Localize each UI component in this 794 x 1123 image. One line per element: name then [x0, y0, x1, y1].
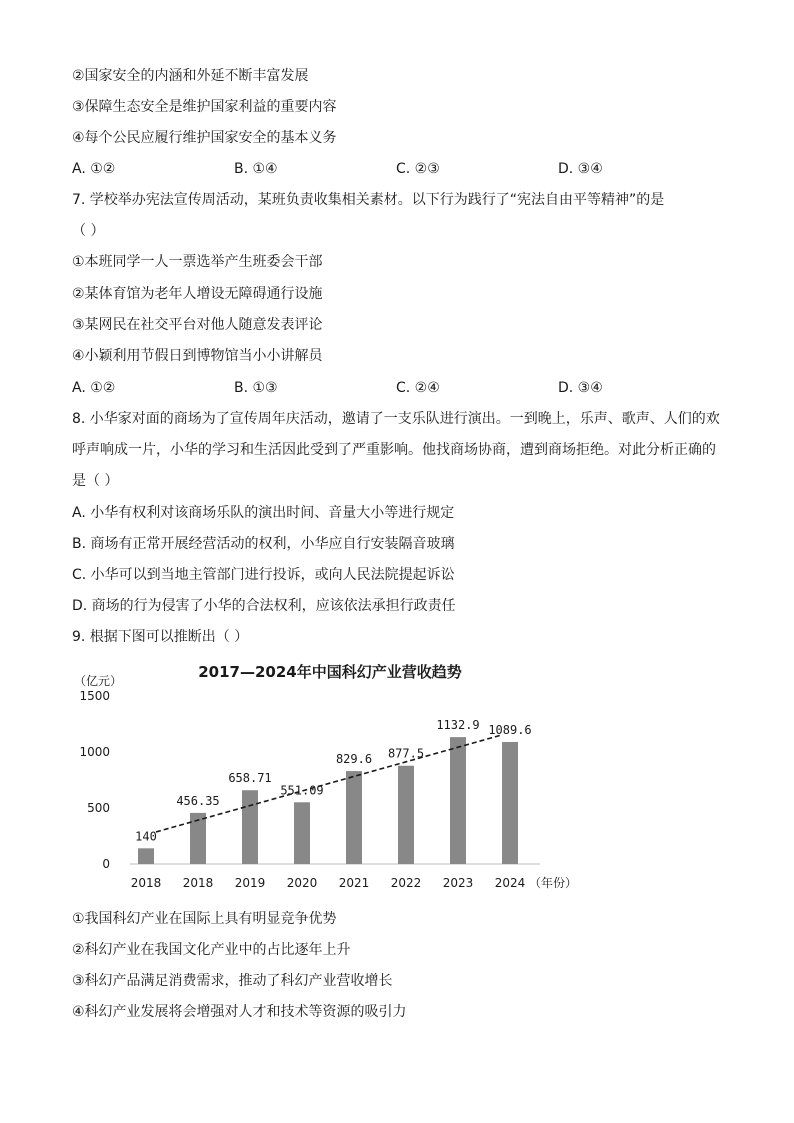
x-tick-label: 2018: [130, 876, 162, 890]
x-axis-labels: [131, 876, 526, 890]
q8-stem-line-3: 是（ ）: [72, 473, 119, 489]
x-tick-label: 2024: [494, 876, 526, 890]
bar: [294, 802, 310, 864]
y-tick-label: 0: [102, 857, 110, 871]
x-tick-label: 2021: [338, 876, 370, 890]
q7-item-2: ②某体育馆为老年人增设无障碍通行设施: [72, 286, 323, 302]
data-label: 877.5: [387, 746, 425, 761]
q7-stem: 7. 学校举办宪法宣传周活动，某班负责收集相关素材。以下行为践行了“宪法自由平等精神”的是: [72, 192, 665, 208]
q6-options: [72, 159, 732, 179]
x-tick-label: 2023: [442, 876, 474, 890]
q9-stem: 9. 根据下图可以推断出（ ）: [72, 629, 249, 645]
q7-option-b: B. ①③: [234, 380, 278, 396]
trend-line: [156, 735, 500, 831]
data-label: 140: [135, 829, 157, 844]
q6-option-b: B. ①④: [234, 161, 278, 177]
bar: [398, 766, 414, 864]
y-tick-label: 1500: [79, 689, 110, 703]
q7-options: [72, 378, 732, 398]
q7-option-a: A. ①②: [72, 380, 116, 396]
data-label: 829.6: [335, 752, 373, 767]
revenue-chart-svg: [72, 655, 592, 895]
q6-option-a: A. ①②: [72, 161, 116, 177]
y-axis-ticks: [79, 689, 110, 871]
x-axis-unit: （年份）: [529, 876, 578, 890]
q6-option-d: D. ③④: [558, 161, 603, 177]
q8-option-d: D. 商场的行为侵害了小华的合法权利，应该依法承担行政责任: [72, 598, 456, 614]
x-tick-label: 2018: [182, 876, 214, 890]
q8-stem-line-1: 8. 小华家对面的商场为了宣传周年庆活动，邀请了一支乐队进行演出。一到晚上，乐声、歌声、人们的欢: [72, 411, 720, 427]
data-label: 1132.9: [436, 718, 480, 733]
y-tick-label: 1000: [79, 745, 110, 759]
bar: [242, 790, 258, 864]
y-axis-unit: （亿元）: [74, 674, 123, 688]
bar: [138, 848, 154, 864]
q9-item-3: ③科幻产品满足消费需求，推动了科幻产业营收增长: [72, 973, 393, 989]
q9-item-4: ④科幻产业发展将会增强对人才和技术等资源的吸引力: [72, 1004, 407, 1020]
data-label: 1089.6: [488, 722, 532, 737]
chart-title: 2017—2024年中国科幻产业营收趋势: [198, 663, 462, 681]
x-tick-label: 2019: [234, 876, 266, 890]
y-tick-label: 500: [87, 801, 110, 815]
q8-option-c: C. 小华可以到当地主管部门进行投诉，或向人民法院提起诉讼: [72, 567, 455, 583]
q9-item-1: ①我国科幻产业在国际上具有明显竞争优势: [72, 911, 337, 927]
q7-option-d: D. ③④: [558, 380, 603, 396]
q9-item-2: ②科幻产业在我国文化产业中的占比逐年上升: [72, 942, 351, 958]
data-label: 456.35: [176, 793, 220, 808]
q8-option-a: A. 小华有权利对该商场乐队的演出时间、音量大小等进行规定: [72, 505, 455, 521]
bar: [502, 742, 518, 864]
data-label: 551.09: [280, 783, 324, 798]
q7-option-c: C. ②④: [396, 380, 440, 396]
q7-item-4: ④小颖利用节假日到博物馆当小小讲解员: [72, 348, 323, 364]
x-tick-label: 2020: [286, 876, 318, 890]
q7-stem-bracket: （ ）: [72, 223, 105, 239]
bar: [346, 771, 362, 864]
q6-item-4: ④每个公民应履行维护国家安全的基本义务: [72, 130, 337, 146]
q7-item-1: ①本班同学一人一票选举产生班委会干部: [72, 254, 323, 270]
bar: [450, 737, 466, 864]
q8-stem-line-2: 呼声响成一片，小华的学习和生活因此受到了严重影响。他找商场协商，遭到商场拒绝。对此分析正确的: [72, 442, 716, 458]
q8-option-b: B. 商场有正常开展经营活动的权利，小华应自行安装隔音玻璃: [72, 536, 455, 552]
revenue-chart: [72, 655, 592, 895]
q6-item-2: ②国家安全的内涵和外延不断丰富发展: [72, 68, 309, 84]
x-tick-label: 2022: [390, 876, 422, 890]
data-label: 658.71: [228, 771, 272, 786]
q7-item-3: ③某网民在社交平台对他人随意发表评论: [72, 317, 323, 333]
q6-option-c: C. ②③: [396, 161, 440, 177]
q6-item-3: ③保障生态安全是维护国家利益的重要内容: [72, 99, 337, 115]
